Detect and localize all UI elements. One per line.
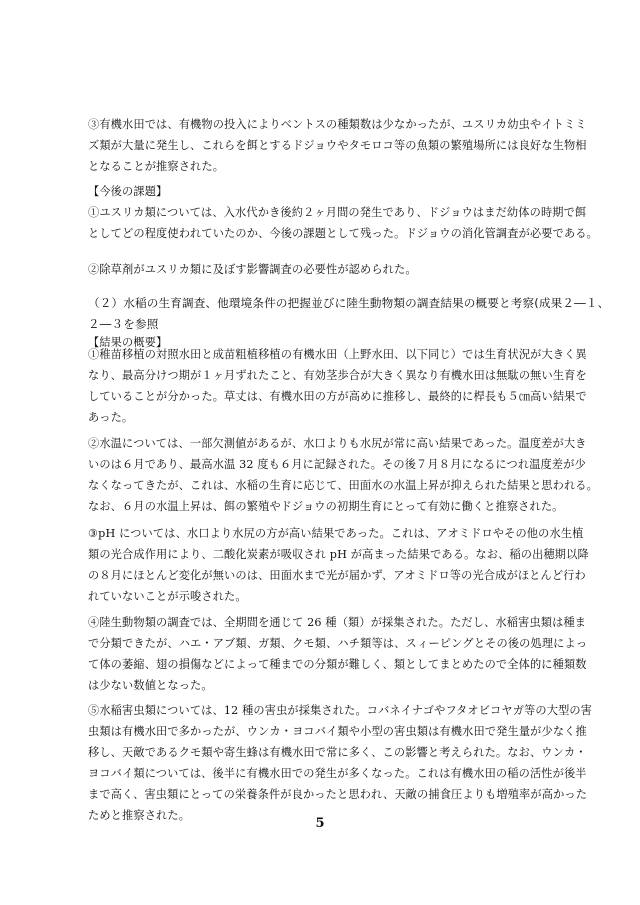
- text-line: て体の萎縮、翅の損傷などによって種までの分類が難しく、類としてまとめたので全体的に種類数: [88, 658, 587, 671]
- text-line: していることが分かった。草丈は、有機水田の方が高めに推移し、最終的に桿長も５㎝高い結果で: [88, 390, 587, 403]
- text-line: ズ類が大量に発生し、これらを餌とするドジョウやタモロコ等の魚類の繁殖場所には良好な生物相: [88, 139, 587, 152]
- text-line: 虫類は有機水田で多かったが、ウンカ・ヨコバイ類や小型の害虫類は有機水田で発生量が少なく推: [88, 725, 587, 738]
- section-label: 【今後の課題】: [88, 185, 168, 198]
- text-line: の８月にほとんど変化が無いのは、田面水まで光が届かず、アオミドロ等の光合成がほとんど行わ: [88, 569, 586, 582]
- text-line: で分類できたが、ハエ・アブ類、ガ類、クモ類、ハチ類等は、スィーピングとその後の処理によっ: [88, 637, 588, 650]
- text-line: としてどの程度使われていたのか、今後の課題として残った。ドジョウの消化管調査が必要である。: [88, 227, 598, 240]
- heading-line: ２―３を参照: [88, 317, 159, 331]
- text-line: なり、最高分けつ期が１ヶ月ずれたこと、有効茎歩合が大きく異なり有機水田は無駄の無い生育を: [88, 369, 587, 382]
- text-line: いのは６月であり、最高水温 32 度も６月に記録された。その後７月８月になるにつれ温度差が少: [88, 458, 586, 471]
- text-line: 類の光合成作用により、二酸化炭素が吸収され pH が高まった結果である。なお、稲の出穂期以降: [88, 548, 589, 561]
- text-line: ②除草剤がユスリカ類に及ぼす影響調査の必要性が認められた。: [88, 263, 417, 276]
- result-4: [88, 612, 588, 696]
- text-line: ためと推察された。: [88, 809, 191, 822]
- result-2: [88, 433, 598, 517]
- text-line: なお、６月の水温上昇は、餌の繁殖やドジョウの初期生育にとって有効に働くと推察された。: [88, 500, 564, 513]
- text-line: ヨコバイ類については、後半に有機水田での発生が多くなった。これは有機水田の稲の活性が後半: [88, 767, 587, 780]
- text-line: あった。: [88, 411, 134, 424]
- paragraph-organic-benthos: [88, 114, 587, 177]
- text-line: ③有機水田では、有機物の投入によりベントスの種類数は少なかったが、ユスリカ幼虫やイトミミ: [88, 118, 587, 131]
- text-line: となることが推察された。: [88, 160, 225, 173]
- text-line: ②水温については、一部欠測値があるが、水口よりも水尻が常に高い結果であった。温度差が大き: [88, 437, 587, 450]
- text-line: 移し、天敵であるクモ類や寄生蜂は有機水田で常に多く、この影響と考えられた。なお、ウンカ・: [88, 746, 587, 759]
- text-line: れていないことが示唆された。: [88, 590, 247, 603]
- section-label: 【結果の概要】: [88, 336, 168, 349]
- result-1: [88, 344, 587, 428]
- text-line: は少ない数値となった。: [88, 679, 213, 692]
- text-line: ①ユスリカ類については、入水代かき後約２ヶ月間の発生であり、ドジョウはまだ幼体の時期で餌: [88, 206, 587, 219]
- page-number: 5: [315, 816, 325, 831]
- result-5: [88, 700, 593, 826]
- text-line: まで高く、害虫類にとっての栄養条件が良かったと思われ、天敵の捕食圧よりも増殖率が高かった: [88, 788, 588, 801]
- future-issue-1: [88, 202, 598, 244]
- text-line: ④陸生動物類の調査では、全期間を通じて 26 種（類）が採集された。ただし、水稲害虫類は種ま: [88, 616, 587, 629]
- result-3: [88, 523, 589, 607]
- future-issues-heading: [88, 181, 563, 202]
- future-issue-2: [88, 259, 563, 280]
- text-line: ①稚苗移植の対照水田と成苗粗植移植の有機水田（上野水田、以下同じ）では生育状況が大きく異: [88, 348, 587, 361]
- text-line: ⑤水稲害虫類については、12 種の害虫が採集された。コバネイナゴやフタオビコヤガ等の大型の害: [88, 704, 593, 717]
- heading-line: （２）水稲の生育調査、他環境条件の把握並びに陸生動物類の調査結果の概要と考察(成果２―１、: [88, 296, 610, 310]
- text-line: ③pH については、水口より水尻の方が高い結果であった。これは、アオミドロやその他の水生植: [88, 527, 584, 540]
- section-2-heading: [88, 293, 610, 335]
- text-line: なくなってきたが、これは、水稲の生育に応じて、田面水の水温上昇が抑えられた結果と思われる。: [88, 479, 598, 492]
